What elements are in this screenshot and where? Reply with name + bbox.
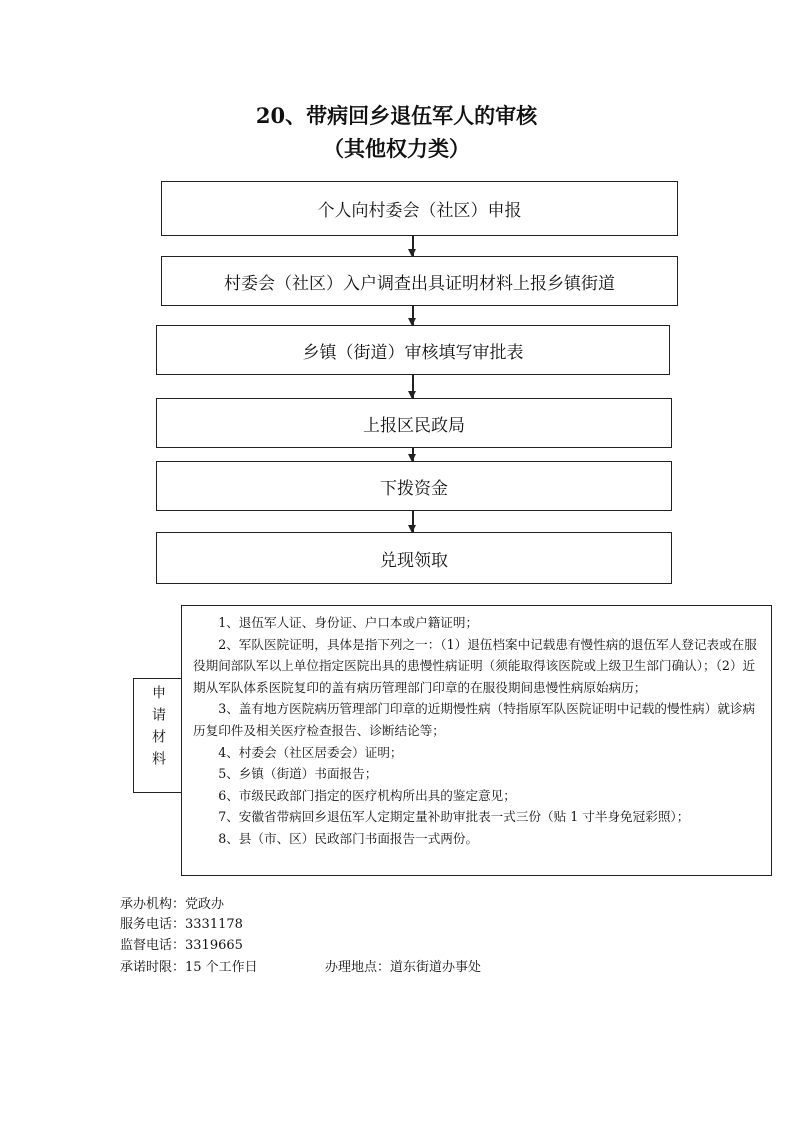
material-item: 5、乡镇（街道）书面报告；: [218, 766, 378, 782]
arrow-down-icon: [412, 236, 414, 256]
arrow-down-icon: [412, 375, 414, 398]
material-item: 7、安徽省带病回乡退伍军人定期定量补助审批表一式三份（贴 1 寸半身免冠彩照）；: [218, 809, 690, 825]
service-phone: 服务电话：3331178: [120, 917, 243, 932]
materials-label: 申请材料: [150, 685, 166, 773]
material-item: 4、村委会（社区居委会）证明；: [218, 744, 403, 760]
material-item: 3、盖有地方医院病历管理部门印章的近期慢性病（特指原军队医院证明中记载的慢性病）就诊病历复印件及相关医疗检查报告、诊断结论等；: [193, 701, 756, 738]
page-title: 20、带病回乡退伍军人的审核: [255, 103, 538, 128]
flow-step-6: 兑现领取: [156, 532, 672, 584]
arrow-down-icon: [412, 511, 414, 532]
material-item: 2、军队医院证明，具体是指下列之一：（1）退伍档案中记载患有慢性病的退伍军人登记表或在服役期间部队军以上单位指定医院出具的患慢性病证明（须能取得该医院或上级卫生部门确认）；（2）近期从军队体系医院复印的盖有病历管理部门印章的在服役期间患慢性病原始病历；: [193, 636, 757, 695]
material-item: 8、县（市、区）民政部门书面报告一式两份。: [218, 830, 479, 846]
material-item: 6、市级民政部门指定的医疗机构所出具的鉴定意见；: [218, 787, 516, 803]
materials-list: [181, 605, 772, 876]
location: 办理地点：道东街道办事处: [325, 960, 482, 975]
arrow-down-icon: [412, 306, 414, 325]
material-item: 1、退伍军人证、身份证、户口本或户籍证明；: [218, 615, 479, 630]
flow-step-2: 村委会（社区）入户调查出具证明材料上报乡镇街道: [161, 256, 678, 306]
arrow-down-icon: [412, 448, 414, 461]
flow-step-5: 下拨资金: [156, 461, 672, 511]
flow-step-3: 乡镇（街道）审核填写审批表: [156, 325, 670, 375]
materials-label-box: [133, 678, 182, 793]
supervise-phone: 监督电话：3319665: [120, 938, 243, 953]
time-limit: 承诺时限：15 个工作日: [120, 960, 258, 975]
page-subtitle: （其他权力类）: [323, 136, 470, 161]
agency: 承办机构：党政办: [120, 897, 225, 912]
flow-step-1: 个人向村委会（社区）申报: [161, 181, 678, 236]
flow-step-4: 上报区民政局: [156, 398, 672, 448]
